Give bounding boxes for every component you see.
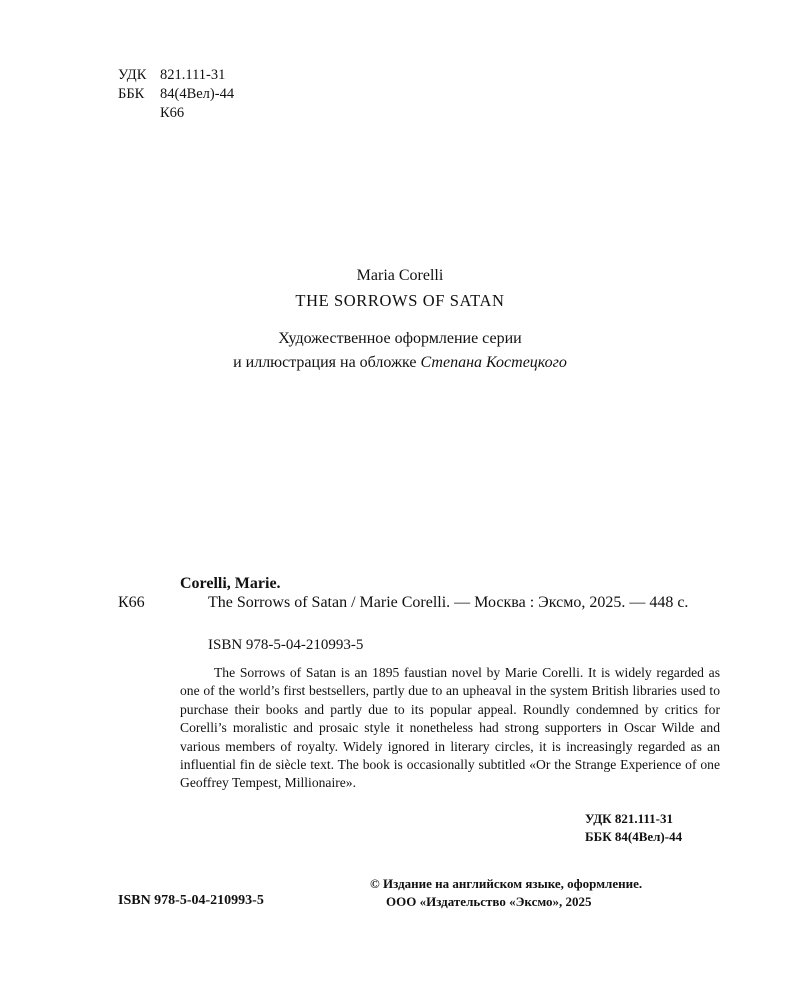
record-author-heading: Corelli, Marie.	[180, 575, 281, 592]
bbk-line	[118, 85, 234, 103]
book-author: Maria Corelli	[356, 267, 444, 284]
udk-line	[118, 66, 225, 84]
record-udk: УДК 821.111-31	[585, 811, 673, 826]
copyright-line2: ООО «Издательство «Эксмо», 2025	[386, 894, 592, 909]
design-credit-line2	[0, 353, 800, 373]
annotation	[180, 664, 720, 793]
design-credit-line1: Художественное оформление серии	[278, 330, 522, 347]
footer-isbn: ISBN 978-5-04-210993-5	[118, 893, 264, 908]
record-isbn: ISBN 978-5-04-210993-5	[208, 637, 364, 653]
udk-label: УДК	[118, 67, 147, 83]
record-description: The Sorrows of Satan / Marie Corelli. — Москва : Эксмо, 2025. — 448 с.	[208, 594, 689, 611]
author-mark-top: К66	[160, 105, 185, 121]
record-bbk: ББК 84(4Вел)-44	[585, 829, 683, 844]
bbk-value: 84(4Вел)-44	[160, 86, 235, 102]
illustrator-name: Степана Костецкого	[420, 354, 567, 371]
bbk-label: ББК	[118, 86, 145, 102]
design-credit-prefix: и иллюстрация на обложке	[233, 354, 421, 371]
copyright-line1: © Издание на английском языке, оформление.	[370, 876, 643, 891]
book-title: THE SORROWS OF SATAN	[295, 291, 505, 310]
udk-value: 821.111-31	[160, 67, 226, 83]
annotation-text: The Sorrows of Satan is an 1895 faustian novel by Marie Corelli. It is widely regarded as one of the world’s first bestsellers, partly due to an upheaval in the system British libraries used to purchase their books and partly due to its popular appeal. Roundly condemned by critics for Corelli’s moralistic and prosaic style it nonetheless had strong supporters in Oscar Wilde and various members of royalty. Widely ignored in literary circles, it is increasingly regarded as an influential fin de siècle text. The book is occasionally subtitled «Or the Strange Experience of one Geoffrey Tempest, Millionaire».	[180, 665, 720, 791]
author-mark-record: К66	[118, 594, 145, 611]
